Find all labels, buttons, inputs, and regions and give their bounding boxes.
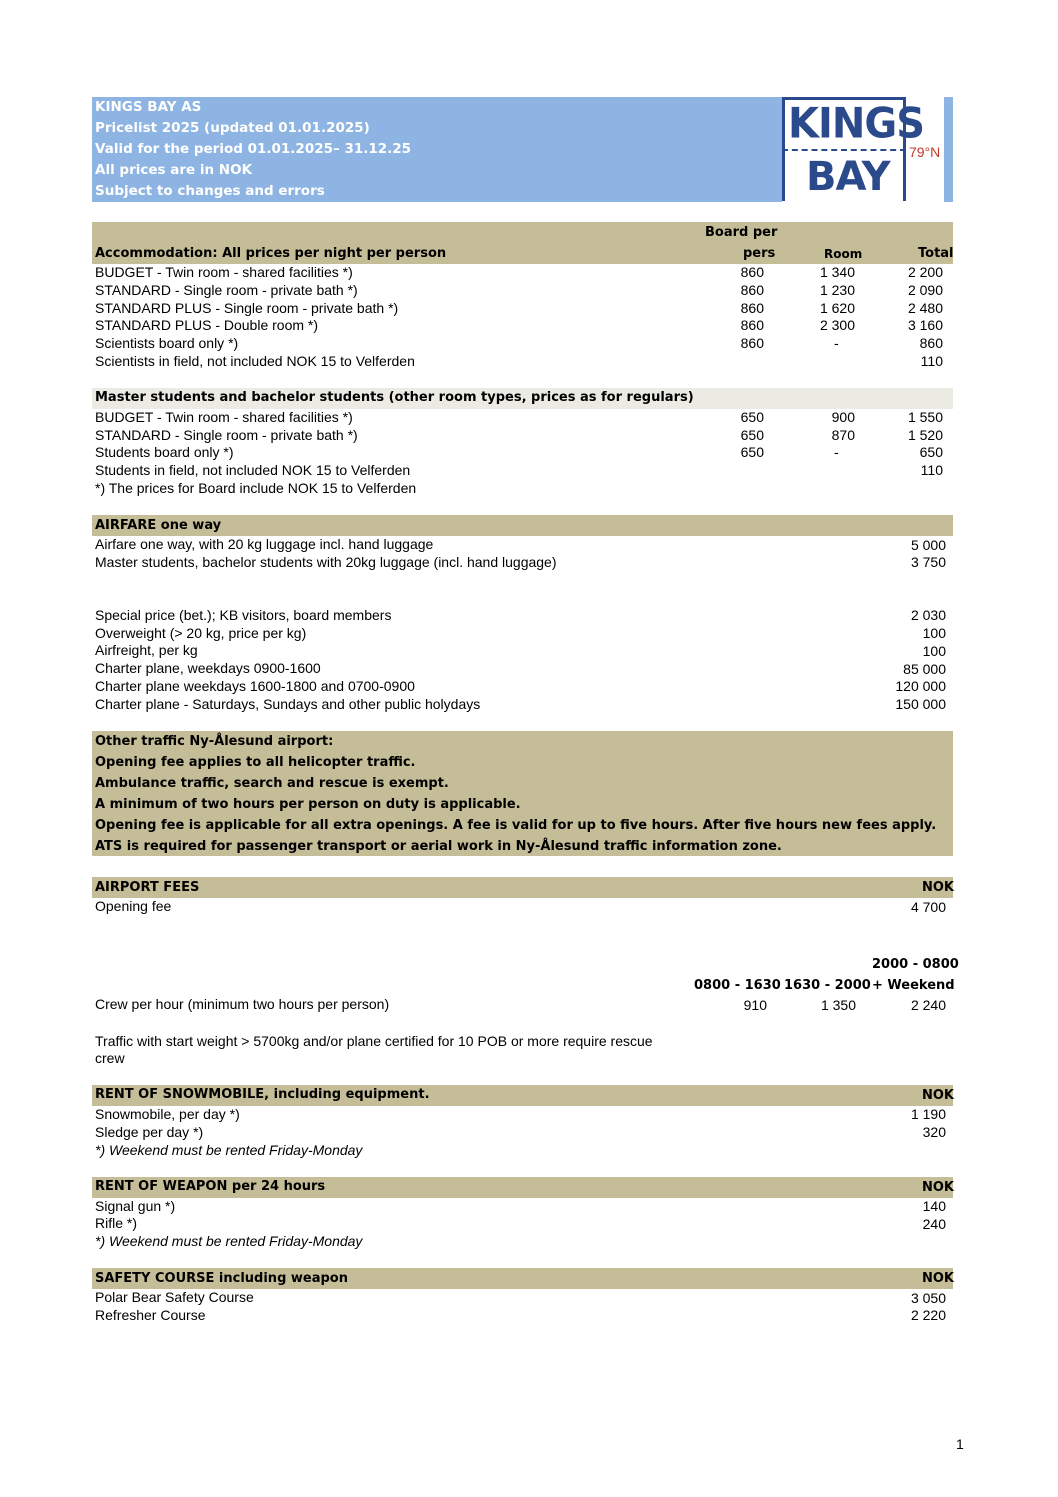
stu-row-room: 870 [831, 427, 855, 443]
stu-row-board: 650 [740, 444, 764, 460]
acc-row-label: BUDGET - Twin room - shared facilities *) [95, 264, 353, 280]
acc-row-room: 1 230 [819, 282, 855, 298]
airfare-row-price: 3 750 [910, 554, 946, 570]
safety-title: SAFETY COURSE including weapon [95, 1271, 348, 1286]
stu-row-label: Students board only *) [95, 444, 234, 460]
acc-row-board: 860 [740, 300, 764, 316]
stu-row-total: 1 550 [907, 409, 943, 425]
col-board-header-2: pers [743, 246, 776, 261]
safety-row-label: Refresher Course [95, 1307, 206, 1323]
airfare-title: AIRFARE one way [95, 518, 222, 533]
other-traffic-line: Opening fee is applicable for all extra openings. A fee is valid for up to five hours. After five hours new fees apply. [95, 818, 937, 833]
acc-row-board: 860 [740, 264, 764, 280]
stu-row-room: - [834, 444, 839, 460]
stu-row-label: Students in field, not included NOK 15 to Velferden [95, 462, 411, 478]
acc-row-label: STANDARD PLUS - Single room - private bath *) [95, 300, 399, 316]
weapon-row-label: Rifle *) [95, 1215, 138, 1231]
other-traffic-line: Opening fee applies to all helicopter traffic. [95, 755, 416, 770]
snowmobile-row-label: Sledge per day *) [95, 1124, 204, 1140]
stu-row-board: 650 [740, 409, 764, 425]
other-traffic-band [92, 731, 953, 856]
weapon-currency: NOK [922, 1180, 955, 1195]
airfare-extra-label: Overweight (> 20 kg, price per kg) [95, 625, 307, 641]
weapon-row-price: 240 [922, 1216, 946, 1232]
stu-row-total: 110 [920, 462, 943, 478]
crew-col-c-header-2: + Weekend [872, 978, 955, 993]
airfare-extra-price: 2 030 [910, 607, 946, 623]
snowmobile-row-label: Snowmobile, per day *) [95, 1106, 240, 1122]
airfare-extra-price: 100 [922, 625, 946, 641]
acc-row-board: 860 [740, 335, 764, 351]
rescue-note-line-2: crew [95, 1050, 125, 1066]
airport-fees-title: AIRPORT FEES [95, 880, 200, 895]
crew-col-b-header: 1630 - 2000 [784, 978, 871, 993]
disclaimer: Subject to changes and errors [95, 183, 325, 199]
logo-dashed-line [782, 149, 906, 151]
crew-col-c-header-1: 2000 - 0800 [872, 957, 959, 972]
students-title: Master students and bachelor students (other room types, prices as for regulars) [95, 390, 694, 405]
acc-row-board: 860 [740, 282, 764, 298]
currency-note: All prices are in NOK [95, 162, 253, 178]
snowmobile-row-price: 320 [922, 1124, 946, 1140]
stu-row-total: 1 520 [907, 427, 943, 443]
acc-row-label: Scientists in field, not included NOK 15 to Velferden [95, 353, 415, 369]
acc-row-total: 2 480 [907, 300, 943, 316]
stu-row-label: BUDGET - Twin room - shared facilities *) [95, 409, 353, 425]
safety-row-price: 2 220 [910, 1307, 946, 1323]
airfare-extra-label: Charter plane, weekdays 0900-1600 [95, 660, 321, 676]
pricelist-title: Pricelist 2025 (updated 01.01.2025) [95, 120, 370, 136]
acc-row-total: 860 [919, 335, 943, 351]
crew-price-b: 1 350 [820, 997, 856, 1013]
acc-row-room: 2 300 [819, 317, 855, 333]
board-note: *) The prices for Board include NOK 15 to Velferden [95, 480, 417, 496]
crew-price-c: 2 240 [910, 997, 946, 1013]
snowmobile-currency: NOK [922, 1088, 955, 1103]
airfare-extra-price: 85 000 [903, 661, 946, 677]
col-room-header: Room [824, 247, 863, 261]
safety-row-label: Polar Bear Safety Course [95, 1289, 254, 1305]
validity-period: Valid for the period 01.01.2025– 31.12.25 [95, 141, 412, 157]
other-traffic-line: A minimum of two hours per person on duty is applicable. [95, 797, 521, 812]
other-traffic-title: Other traffic Ny-Ålesund airport: [95, 734, 334, 749]
weapon-row-label: Signal gun *) [95, 1198, 176, 1214]
airfare-row-label: Master students, bachelor students with 20kg luggage (incl. hand luggage) [95, 554, 557, 570]
acc-row-room: - [834, 335, 839, 351]
acc-row-label: STANDARD PLUS - Double room *) [95, 317, 319, 333]
opening-fee-price: 4 700 [910, 899, 946, 915]
airfare-extra-price: 100 [922, 643, 946, 659]
stu-row-label: STANDARD - Single room - private bath *) [95, 427, 358, 443]
snowmobile-title: RENT OF SNOWMOBILE, including equipment. [95, 1087, 430, 1102]
airfare-extra-label: Special price (bet.); KB visitors, board members [95, 607, 392, 623]
safety-currency: NOK [922, 1271, 955, 1286]
other-traffic-line: ATS is required for passenger transport or aerial work in Ny-Ålesund traffic information zone. [95, 839, 782, 854]
weapon-row-price: 140 [922, 1198, 946, 1214]
acc-row-room: 1 340 [819, 264, 855, 280]
safety-row-price: 3 050 [910, 1290, 946, 1306]
airfare-extra-label: Charter plane - Saturdays, Sundays and other public holydays [95, 696, 481, 712]
acc-row-label: STANDARD - Single room - private bath *) [95, 282, 358, 298]
airport-fees-band [92, 877, 953, 898]
acc-row-board: 860 [740, 317, 764, 333]
company-name: KINGS BAY AS [95, 99, 202, 115]
acc-row-total: 3 160 [907, 317, 943, 333]
other-traffic-line: Ambulance traffic, search and rescue is exempt. [95, 776, 449, 791]
snowmobile-row-price: 1 190 [910, 1106, 946, 1122]
kings-bay-logo [782, 97, 944, 202]
airfare-extra-price: 150 000 [895, 696, 946, 712]
airfare-row-label: Airfare one way, with 20 kg luggage incl. hand luggage [95, 536, 434, 552]
logo-latitude: 79°N [909, 144, 941, 160]
acc-row-total: 110 [920, 353, 943, 369]
acc-row-room: 1 620 [819, 300, 855, 316]
acc-row-label: Scientists board only *) [95, 335, 239, 351]
airfare-extra-label: Airfreight, per kg [95, 642, 198, 658]
snowmobile-note: *) Weekend must be rented Friday-Monday [95, 1142, 363, 1158]
stu-row-room: 900 [831, 409, 855, 425]
header-strip [944, 97, 953, 202]
weapon-title: RENT OF WEAPON per 24 hours [95, 1179, 326, 1194]
airfare-extra-price: 120 000 [895, 678, 946, 694]
crew-label: Crew per hour (minimum two hours per person) [95, 996, 390, 1012]
logo-text-kings: KINGS [788, 99, 924, 149]
crew-price-a: 910 [743, 997, 767, 1013]
airfare-extra-label: Charter plane weekdays 1600-1800 and 0700-0900 [95, 678, 415, 694]
rescue-note-line-1: Traffic with start weight > 5700kg and/or plane certified for 10 POB or more require rescue [95, 1033, 653, 1049]
logo-text-bay: BAY [806, 154, 890, 200]
opening-fee-label: Opening fee [95, 898, 172, 914]
acc-row-total: 2 090 [907, 282, 943, 298]
stu-row-total: 650 [919, 444, 943, 460]
acc-row-total: 2 200 [907, 264, 943, 280]
col-board-header-1: Board per [705, 225, 778, 240]
crew-col-a-header: 0800 - 1630 [694, 978, 781, 993]
header-block [92, 97, 782, 202]
col-total-header: Total [918, 246, 954, 261]
accommodation-title: Accommodation: All prices per night per person [95, 246, 447, 261]
page-number: 1 [956, 1436, 964, 1452]
airport-fees-currency: NOK [922, 880, 955, 895]
weapon-note: *) Weekend must be rented Friday-Monday [95, 1233, 363, 1249]
stu-row-board: 650 [740, 427, 764, 443]
airfare-row-price: 5 000 [910, 537, 946, 553]
